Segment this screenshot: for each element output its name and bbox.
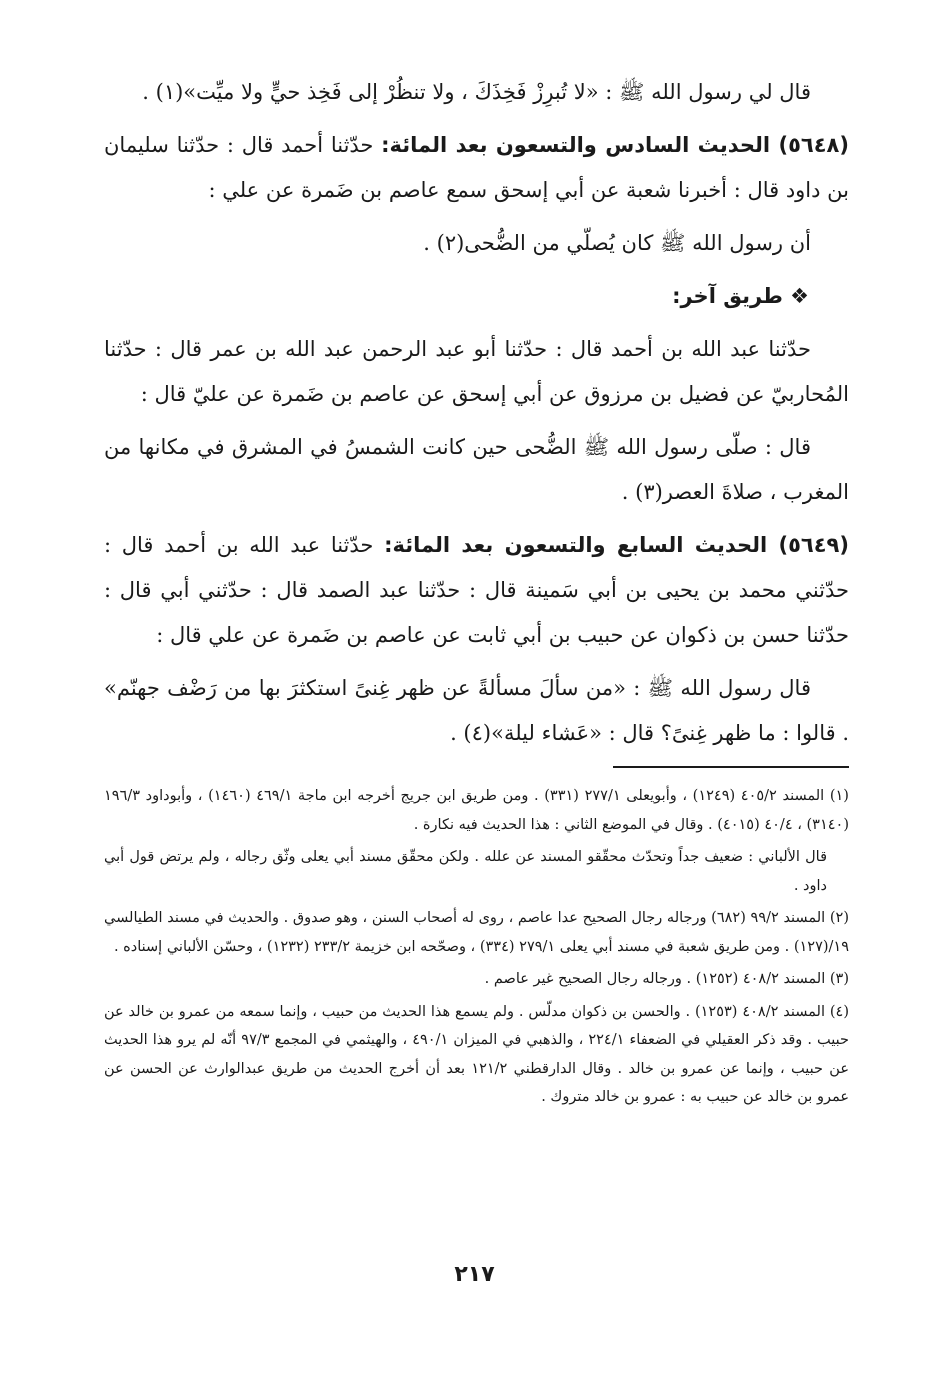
- footnote-1-continued: قال الألباني : ضعيف جداً وتحدّث محقّقو المسند عن علله . ولكن محقّق مسند أبي يعلى وثّق رجاله ، ولم يرتض قول أبي داود .: [104, 849, 827, 894]
- hadith-5649-matn: قال رسول الله ﷺ : «من سألَ مسألةً عن ظهر غِنىً استكثرَ بها من رَضْف جهنّم» . قالوا : ما ظهر غِنىً؟ قال : «عَشاء ليلة»(٤) .: [104, 676, 849, 745]
- footnote-4: (٤) المسند ٤٠٨/٢ (١٢٥٣) . والحسن بن ذكوان مدلّس . ولم يسمع هذا الحديث من حبيب ، وإنما سمعه من عمرو بن خالد عن حبيب . وقد ذكر العقيلي في الضعفاء ٢٢٤/١ ، والذهبي في الميزان ٤٩٠/١ ، والهيثمي في المجمع ٩٧/٣ أنّه لم يرو هذا الحديث عن حبيب ، وإنما عن عمرو بن خالد . وقال الدارقطني ١٢١/٢ بعد أن أخرج الحديث من طريق عبدالوارث عن الحسن عن عمرو بن خالد عن حبيب به : عمرو بن خالد متروك .: [104, 1003, 850, 1105]
- footnotes: [104, 782, 849, 1112]
- hadith-5648-heading: (٥٦٤٨) الحديث السادس والتسعون بعد المائة:: [381, 133, 849, 157]
- main-text: [104, 70, 849, 756]
- another-route-isnad: حدّثنا عبد الله بن أحمد قال : حدّثنا أبو عبد الرحمن عبد الله بن عمر قال : حدّثنا المُحاربيّ عن فضيل بن مرزوق عن أبي إسحق عن عاصم بن ضَمرة عن عليّ قال :: [104, 337, 849, 406]
- hadith-5648-block: [104, 123, 849, 213]
- footnote-separator: [613, 766, 849, 768]
- another-route-subheading: ❖ طريق آخر:: [672, 284, 809, 308]
- another-route-matn: قال : صلّى رسول الله ﷺ الضُّحى حين كانت الشمسُ في المشرق في مكانها من المغرب ، صلاةَ العصر(٣) .: [104, 435, 849, 504]
- page-number: ٢١٧: [454, 1262, 495, 1287]
- footnote-3: (٣) المسند ٤٠٨/٢ (١٢٥٢) . ورجاله رجال الصحيح غير عاصم .: [484, 971, 849, 987]
- hadith-5649-block: [104, 523, 849, 658]
- hadith-5648-isnad: حدّثنا أحمد قال : حدّثنا سليمان بن داود قال : أخبرنا شعبة عن أبي إسحق سمع عاصم بن ضَمرة عن علي :: [104, 133, 849, 202]
- hadith-5649-isnad: حدّثنا عبد الله بن أحمد قال : حدّثني محمد بن يحيى بن أبي سَمينة قال : حدّثنا عبد الصمد قال : حدّثني أبي قال : حدّثنا حسن بن ذكوان عن حبيب بن أبي ثابت عن عاصم بن ضَمرة عن علي قال :: [104, 533, 849, 647]
- footnote-2: (٢) المسند ٩٩/٢ (٦٨٢) ورجاله رجال الصحيح عدا عاصم ، روى له أصحاب السنن ، وهو صدوق . والحديث في مسند الطيالسي ١٩/(١٢٧) . ومن طريق شعبة في مسند أبي يعلى ٢٧٩/١ (٣٣٤) ، وصحّحه ابن خزيمة ٢٣٣/٢ (١٢٣٢) ، وحسّن الألباني إسناده .: [104, 910, 849, 955]
- paragraph-hadith-5647-end: قال لي رسول الله ﷺ : «لا تُبرِزْ فَخِذَكَ ، ولا تنظُرْ إلى فَخِذ حيٍّ ولا ميِّت»(١) .: [142, 80, 811, 104]
- footnote-1: (١) المسند ٤٠٥/٢ (١٢٤٩) ، وأبويعلى ٢٧٧/١ (٣٣١) . ومن طريق ابن جريج أخرجه ابن ماجة ٤٦٩/١ (١٤٦٠) ، وأبوداود ١٩٦/٣ (٣١٤٠) ، ٤٠/٤ (٤٠١٥) . وقال في الموضع الثاني : هذا الحديث فيه نكارة .: [104, 788, 849, 833]
- hadith-5648-matn: أن رسول الله ﷺ كان يُصلّي من الضُّحى(٢) .: [423, 231, 811, 255]
- hadith-5649-heading: (٥٦٤٩) الحديث السابع والتسعون بعد المائة:: [384, 533, 849, 557]
